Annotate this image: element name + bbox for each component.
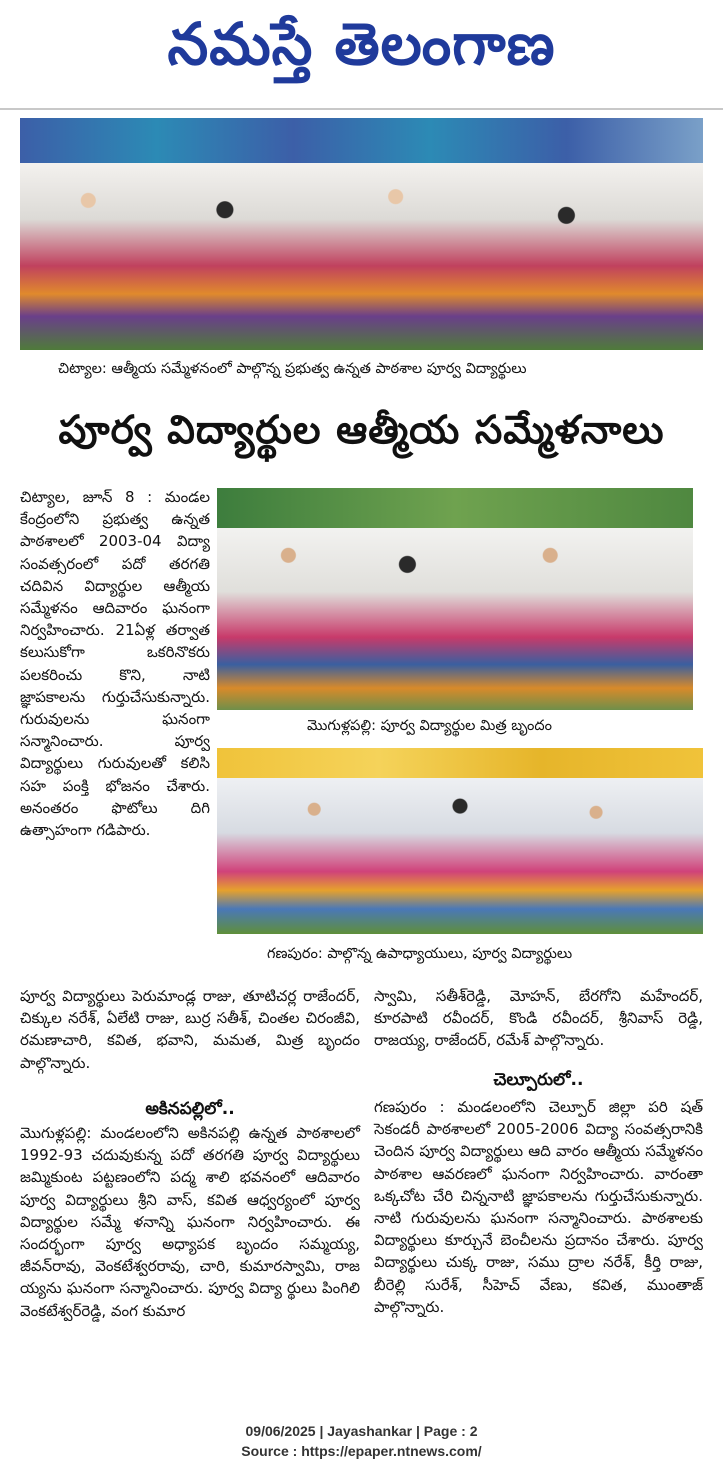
photo-caption-chityala: చిట్యాల: ఆత్మీయ సమ్మేళనంలో పాల్గొన్న ప్రభుత్వ ఉన్నత పాఠశాల పూర్వ విద్యార్థులు — [58, 361, 527, 377]
masthead-title: నమస్తే తెలంగాణ — [167, 10, 556, 78]
footer-edition-info: 09/06/2025 | Jayashankar | Page : 2 — [245, 1423, 478, 1439]
photo-chityala — [20, 118, 703, 350]
article-column-ganapuram — [374, 1096, 703, 1318]
article-paragraph-names: పూర్వ విద్యార్థులు పెరుమాండ్ల రాజు, తూటిచర్ల రాజేందర్, చిక్కుల నరేశ్, ఏలేటి రాజు, బుర్ర సతీశ్, చింతల చిరంజీవి, రమణాచారి, కవిత, భవాని, మమత, మిత్ర బృందం పాల్గొన్నారు. — [20, 987, 360, 1072]
photo-ganapuram — [217, 748, 703, 934]
subheading-chelpur: చెల్పూరులో.. — [493, 1070, 584, 1090]
photo-caption-ganapuram: గణపురం: పాల్గొన్న ఉపాధ్యాయులు, పూర్వ విద్యార్థులు — [267, 946, 573, 962]
article-paragraph-chityala: చిట్యాల, జూన్ 8 : మండల కేంద్రంలోని ప్రభుత్వ ఉన్నత పాఠశాలలో 2003-04 విద్యా సంవత్సరంలో పదో తరగతి చదివిన విద్యార్థుల ఆత్మీయ సమ్మేళనం ఆదివారం ఘనంగా నిర్వహించారు. 21ఏళ్ల తర్వాత కలుసుకోగా ఒకరినొకరు పలకరించు కొని, నాటి జ్ఞాపకాలను గుర్తుచేసుకున్నారు. గురువులను ఘనంగా సన్మానించారు. పూర్వ విద్యార్థులు గురువులతో కలిసి సహ పంక్తి భోజనం చేశారు. అనంతరం ఫొటోలు దిగి ఉత్సాహంగా గడిపారు. — [20, 488, 210, 840]
masthead — [0, 0, 723, 92]
footer-source-link[interactable]: Source : https://epaper.ntnews.com/ — [241, 1443, 482, 1459]
article-paragraph-akinapalli: మొగుళ్లపల్లి: మండలంలోని అకినపల్లి ఉన్నత పాఠశాలలో 1992-93 చదువుకున్న పదో తరగతి పూర్వ విద్యార్థులు జమ్మికుంట పట్టణంలోని పద్మ శాలి భవనంలో ఆదివారం పూర్వ విద్యార్థులు శ్రీని వాస్, కవిత ఆధ్వర్యంలో పూర్వ విద్యార్థుల సమ్మే ళనాన్ని ఘనంగా నిర్వహించారు. ఈ సందర్భంగా పూర్వ అధ్యాపక బృందం సమ్మయ్య, జీవన్‌రావు, వెంకటేశ్వరరావు, చారి, కుమారస్వామి, రాజ య్యను ఘనంగా సన్మానించారు. పూర్వ విద్యా ర్థులు పింగిలి వెంకటేశ్వర్‌రెడ్డి, వంగ కుమార — [20, 1124, 360, 1320]
article-paragraph-continued: స్వామి, సతీశ్‌రెడ్డి, మోహన్, బేరగోని మహేందర్, కూరపాటి రవీందర్, కొండి రవీందర్, శ్రీనివాస్ రెడ్డి, రాజయ్య, రాజేందర్, రమేశ్ పాల్గొన్నారు. — [374, 987, 703, 1050]
masthead-divider — [0, 108, 723, 110]
article-paragraph-ganapuram: గణపురం : మండలంలోని చెల్పూర్ జిల్లా పరి షత్ సెకండరీ పాఠశాలలో 2005-2006 విద్యా సంవత్సరానికి చెందిన పూర్వ విద్యార్థులు ఆది వారం ఆత్మీయ సమ్మేళనం పాఠశాల ఆవరణలో ఘనంగా నిర్వహించారు. వారంతా ఒక్కచోట చేరి చిన్ననాటి జ్ఞాపకాలను గుర్తుచేసుకున్నారు. నాటి గురువులను ఘనంగా సన్మానించారు. పాఠశాలకు విద్యార్థులు కూర్చునే బెంచీలను ప్రదానం చేశారు. పూర్వ విద్యార్థులు చుక్క రాజు, సము ద్రాల నరేశ్, కీర్తి రాజు, బీరెల్లి సురేశ్, సీహెచ్ వేణు, కవిత, ముంతాజ్ పాల్గొన్నారు. — [374, 1098, 703, 1316]
subheading-akinapalli: అకినపల్లిలో.. — [145, 1099, 235, 1119]
photo-caption-mogullapalli: మొగుళ్లపల్లి: పూర్వ విద్యార్థుల మిత్ర బృందం — [307, 718, 552, 734]
article-column-akinapalli — [20, 1122, 360, 1322]
article-headline: పూర్వ విద్యార్థుల ఆత్మీయ సమ్మేళనాలు — [58, 408, 665, 453]
photo-mogullapalli — [217, 488, 693, 710]
article-column-right — [374, 985, 703, 1052]
article-column-left-top — [20, 486, 210, 841]
article-column-left-bottom — [20, 985, 360, 1074]
